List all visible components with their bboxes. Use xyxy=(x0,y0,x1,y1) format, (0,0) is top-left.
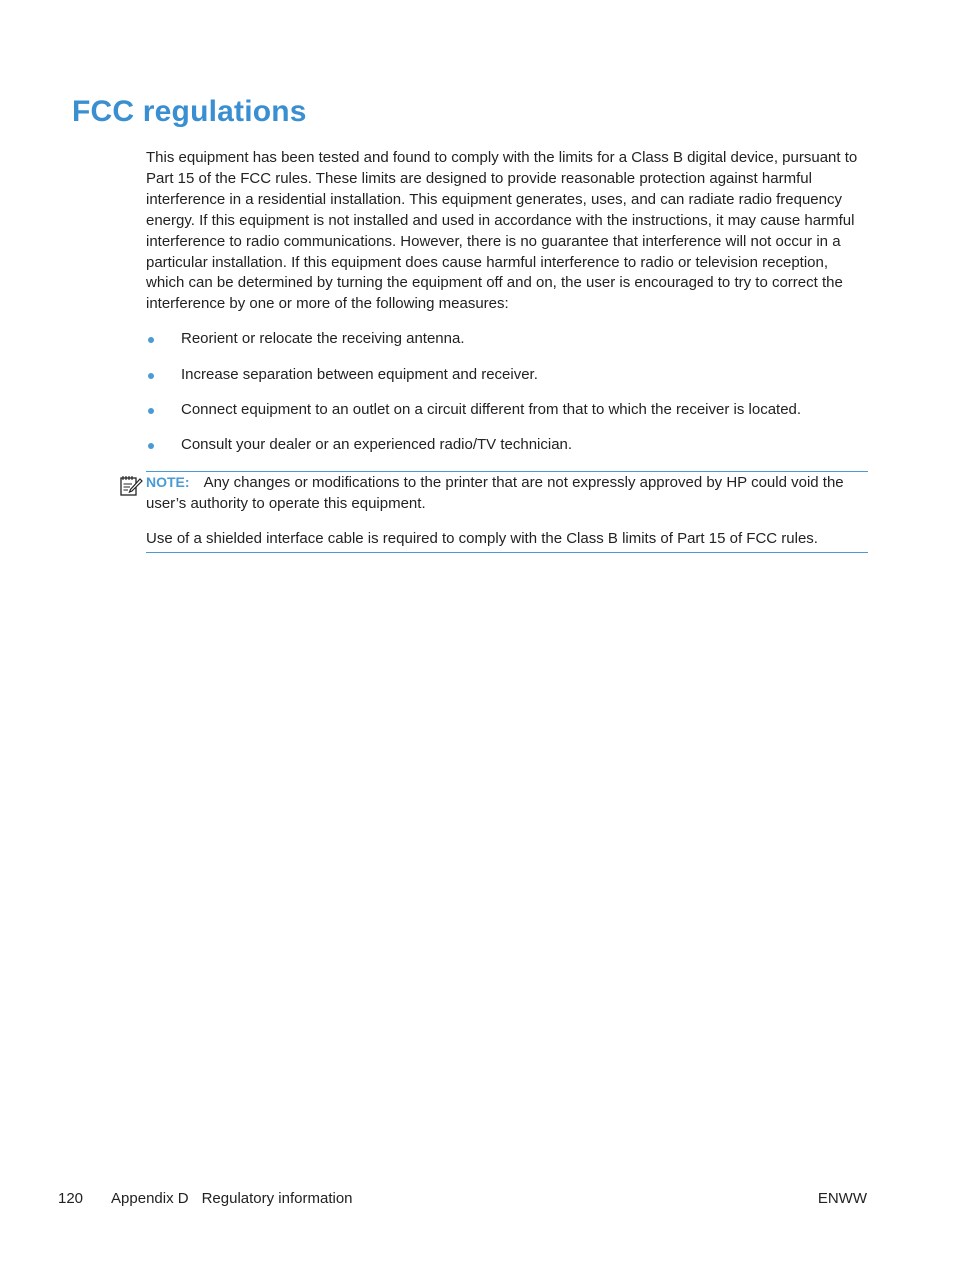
page-title: FCC regulations xyxy=(72,95,307,128)
note-box xyxy=(146,471,868,553)
footer-section: Regulatory information xyxy=(201,1190,353,1207)
footer-right: ENWW xyxy=(817,1190,867,1207)
intro-paragraph: This equipment has been tested and found to comply with the limits for a Class B digital device, pursuant to Part 15 of the FCC rules. These limits are designed to provide reasonable protection against harmful interference in a residential installation. This equipment generates, uses, and can radiate radio frequency energy. If this equipment is not installed and used in accordance with the instructions, it may cause harmful interference to radio communications. However, there is no guarantee that interference will not occur in a particular installation. If this equipment does cause harmful interference to radio or television reception, which can be determined by turning the equipment off and on, the user is encouraged to try to correct the interference by one or more of the following measures: xyxy=(146,149,858,313)
list-item-text: Connect equipment to an outlet on a circuit different from that to which the receiver is located. xyxy=(181,401,802,419)
bullet-dot-icon xyxy=(148,443,154,449)
list-item xyxy=(146,400,868,421)
list-item-text: Consult your dealer or an experienced radio/TV technician. xyxy=(181,436,573,454)
bullet-dot-icon xyxy=(148,408,154,414)
measures-list xyxy=(146,329,868,456)
list-item-text: Reorient or relocate the receiving antenna. xyxy=(181,330,465,348)
footer-left xyxy=(58,1188,353,1210)
list-item-text: Increase separation between equipment and receiver. xyxy=(181,365,538,383)
list-item xyxy=(146,435,868,456)
footer-chapter: Appendix D xyxy=(111,1190,189,1207)
bullet-dot-icon xyxy=(148,373,154,379)
main-content xyxy=(146,148,868,553)
bullet-dot-icon xyxy=(148,337,154,343)
note-body: Any changes or modifications to the printer that are not expressly approved by HP could void the user’s authority to operate this equipment. xyxy=(146,473,844,512)
page-number: 120 xyxy=(58,1190,84,1207)
note-text xyxy=(146,472,868,515)
note-pad-pencil-icon xyxy=(119,473,143,497)
note-text-2: Use of a shielded interface cable is required to comply with the Class B limits of Part 15 of FCC rules. xyxy=(146,529,818,547)
list-item xyxy=(146,365,868,386)
note-label: NOTE: xyxy=(146,473,190,490)
list-item xyxy=(146,329,868,350)
